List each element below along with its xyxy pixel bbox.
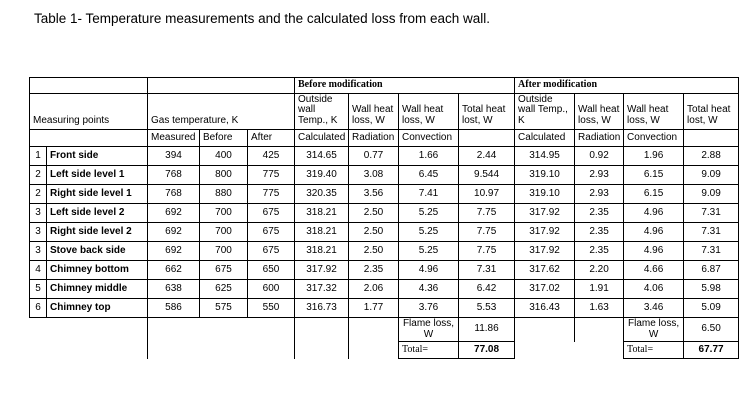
after-convection-cell: 4.96 bbox=[624, 204, 684, 223]
after-convection-cell: 6.15 bbox=[624, 185, 684, 204]
after-convection-cell: 1.96 bbox=[624, 147, 684, 166]
gas-measured-cell: 662 bbox=[148, 261, 200, 280]
before-outside-temp-cell: 318.21 bbox=[295, 204, 349, 223]
before-total-value: 77.08 bbox=[459, 342, 515, 359]
after-radiation-cell: 2.20 bbox=[575, 261, 624, 280]
gas-temperature-header: Gas temperature, K bbox=[148, 94, 295, 130]
row-index-cell: 6 bbox=[30, 299, 47, 318]
after-outside-temp-header: Outside wall Temp., K bbox=[515, 94, 575, 130]
gas-measured-cell: 692 bbox=[148, 242, 200, 261]
after-radiation-cell: 1.63 bbox=[575, 299, 624, 318]
blank-cell bbox=[349, 342, 399, 359]
before-total-cell: 7.75 bbox=[459, 242, 515, 261]
before-convection-cell: 4.36 bbox=[399, 280, 459, 299]
after-radiation-cell: 1.91 bbox=[575, 280, 624, 299]
measuring-point-label: Chimney middle bbox=[47, 280, 148, 299]
row-index-cell: 3 bbox=[30, 223, 47, 242]
measured-subheader: Measured bbox=[148, 130, 200, 147]
gas-measured-cell: 692 bbox=[148, 204, 200, 223]
after-outside-temp-cell: 316.43 bbox=[515, 299, 575, 318]
table-row bbox=[30, 299, 739, 318]
after-radiation-cell: 2.35 bbox=[575, 242, 624, 261]
gas-after-cell: 675 bbox=[248, 223, 295, 242]
blank-cell bbox=[575, 342, 624, 359]
after-outside-temp-cell: 317.92 bbox=[515, 204, 575, 223]
after-radiation-cell: 0.92 bbox=[575, 147, 624, 166]
row-index-cell: 3 bbox=[30, 242, 47, 261]
before-outside-temp-cell: 317.92 bbox=[295, 261, 349, 280]
gas-before-cell: 880 bbox=[200, 185, 248, 204]
after-total-cell: 2.88 bbox=[684, 147, 739, 166]
gas-before-cell: 575 bbox=[200, 299, 248, 318]
before-total-cell: 9.544 bbox=[459, 166, 515, 185]
after-outside-temp-cell: 317.92 bbox=[515, 223, 575, 242]
after-radiation-cell: 2.35 bbox=[575, 223, 624, 242]
after-convection-subheader: Convection bbox=[624, 130, 684, 147]
header-row-sections bbox=[30, 78, 739, 94]
after-total-value: 67.77 bbox=[684, 342, 739, 359]
before-radiation-cell: 0.77 bbox=[349, 147, 399, 166]
gas-after-cell: 675 bbox=[248, 204, 295, 223]
before-radiation-cell: 3.08 bbox=[349, 166, 399, 185]
header-blank-cell bbox=[684, 130, 739, 147]
header-blank-cell bbox=[30, 78, 148, 94]
after-outside-temp-cell: 317.92 bbox=[515, 242, 575, 261]
table-row bbox=[30, 242, 739, 261]
gas-after-cell: 425 bbox=[248, 147, 295, 166]
after-total-cell: 5.09 bbox=[684, 299, 739, 318]
before-convection-cell: 5.25 bbox=[399, 242, 459, 261]
measuring-points-header: Measuring points bbox=[30, 94, 148, 130]
before-outside-temp-cell: 317.32 bbox=[295, 280, 349, 299]
header-row-subcolumns bbox=[30, 130, 739, 147]
gas-before-cell: 700 bbox=[200, 204, 248, 223]
before-outside-temp-header: Outside wall Temp., K bbox=[295, 94, 349, 130]
before-radiation-cell: 2.35 bbox=[349, 261, 399, 280]
gas-measured-cell: 768 bbox=[148, 166, 200, 185]
table-row bbox=[30, 185, 739, 204]
before-outside-temp-cell: 319.40 bbox=[295, 166, 349, 185]
after-total-cell: 7.31 bbox=[684, 223, 739, 242]
before-flame-loss-value: 11.86 bbox=[459, 318, 515, 342]
after-total-label: Total= bbox=[624, 342, 684, 359]
gas-before-cell: 700 bbox=[200, 223, 248, 242]
after-radiation-subheader: Radiation bbox=[575, 130, 624, 147]
after-wall-loss-convection-header: Wall heat loss, W bbox=[624, 94, 684, 130]
after-outside-temp-cell: 317.62 bbox=[515, 261, 575, 280]
before-total-cell: 6.42 bbox=[459, 280, 515, 299]
gas-before-cell: 700 bbox=[200, 242, 248, 261]
before-radiation-subheader: Radiation bbox=[349, 130, 399, 147]
gas-before-cell: 800 bbox=[200, 166, 248, 185]
row-index-cell: 1 bbox=[30, 147, 47, 166]
before-convection-cell: 7.41 bbox=[399, 185, 459, 204]
measuring-point-label: Chimney bottom bbox=[47, 261, 148, 280]
blank-cell bbox=[515, 342, 575, 359]
measuring-point-label: Right side level 2 bbox=[47, 223, 148, 242]
table-row bbox=[30, 166, 739, 185]
before-total-heat-header: Total heat lost, W bbox=[459, 94, 515, 130]
measuring-point-label: Left side level 1 bbox=[47, 166, 148, 185]
after-flame-loss-label: Flame loss, W bbox=[624, 318, 684, 342]
before-radiation-cell: 2.50 bbox=[349, 223, 399, 242]
header-blank-cell bbox=[459, 130, 515, 147]
after-outside-temp-cell: 319.10 bbox=[515, 185, 575, 204]
before-total-cell: 10.97 bbox=[459, 185, 515, 204]
after-outside-temp-cell: 317.02 bbox=[515, 280, 575, 299]
before-total-cell: 7.75 bbox=[459, 204, 515, 223]
row-index-cell: 5 bbox=[30, 280, 47, 299]
gas-after-cell: 600 bbox=[248, 280, 295, 299]
before-outside-temp-cell: 314.65 bbox=[295, 147, 349, 166]
blank-cell bbox=[148, 318, 295, 342]
after-calculated-subheader: Calculated bbox=[515, 130, 575, 147]
total-row bbox=[30, 342, 739, 359]
after-outside-temp-cell: 319.10 bbox=[515, 166, 575, 185]
after-total-cell: 5.98 bbox=[684, 280, 739, 299]
header-blank-cell bbox=[148, 78, 295, 94]
table-row bbox=[30, 280, 739, 299]
after-total-cell: 9.09 bbox=[684, 185, 739, 204]
before-convection-cell: 5.25 bbox=[399, 204, 459, 223]
flame-loss-row bbox=[30, 318, 739, 342]
before-outside-temp-cell: 320.35 bbox=[295, 185, 349, 204]
gas-measured-cell: 692 bbox=[148, 223, 200, 242]
before-convection-cell: 6.45 bbox=[399, 166, 459, 185]
after-convection-cell: 3.46 bbox=[624, 299, 684, 318]
table-caption: Table 1- Temperature measurements and the calculated loss from each wall. bbox=[34, 11, 490, 26]
before-radiation-cell: 2.50 bbox=[349, 204, 399, 223]
after-convection-cell: 6.15 bbox=[624, 166, 684, 185]
row-index-cell: 2 bbox=[30, 166, 47, 185]
gas-measured-cell: 768 bbox=[148, 185, 200, 204]
before-total-cell: 7.31 bbox=[459, 261, 515, 280]
measuring-point-label: Chimney top bbox=[47, 299, 148, 318]
after-total-cell: 7.31 bbox=[684, 204, 739, 223]
after-radiation-cell: 2.93 bbox=[575, 166, 624, 185]
before-outside-temp-cell: 318.21 bbox=[295, 223, 349, 242]
gas-after-cell: 775 bbox=[248, 166, 295, 185]
gas-before-cell: 400 bbox=[200, 147, 248, 166]
before-total-cell: 2.44 bbox=[459, 147, 515, 166]
before-convection-cell: 4.96 bbox=[399, 261, 459, 280]
after-convection-cell: 4.66 bbox=[624, 261, 684, 280]
before-outside-temp-cell: 318.21 bbox=[295, 242, 349, 261]
before-outside-temp-cell: 316.73 bbox=[295, 299, 349, 318]
after-outside-temp-cell: 314.95 bbox=[515, 147, 575, 166]
after-radiation-cell: 2.35 bbox=[575, 204, 624, 223]
measuring-point-label: Right side level 1 bbox=[47, 185, 148, 204]
gas-after-cell: 675 bbox=[248, 242, 295, 261]
header-row-columns bbox=[30, 94, 739, 130]
before-radiation-cell: 1.77 bbox=[349, 299, 399, 318]
row-index-cell: 3 bbox=[30, 204, 47, 223]
gas-before-cell: 675 bbox=[200, 261, 248, 280]
measuring-point-label: Front side bbox=[47, 147, 148, 166]
before-wall-loss-convection-header: Wall heat loss, W bbox=[399, 94, 459, 130]
blank-cell bbox=[30, 342, 148, 359]
before-radiation-cell: 3.56 bbox=[349, 185, 399, 204]
after-total-cell: 9.09 bbox=[684, 166, 739, 185]
blank-cell bbox=[295, 342, 349, 359]
after-total-cell: 7.31 bbox=[684, 242, 739, 261]
before-flame-loss-label: Flame loss, W bbox=[399, 318, 459, 342]
after-total-heat-header: Total heat lost, W bbox=[684, 94, 739, 130]
blank-cell bbox=[148, 342, 295, 359]
table-row bbox=[30, 261, 739, 280]
measuring-point-label: Stove back side bbox=[47, 242, 148, 261]
after-total-cell: 6.87 bbox=[684, 261, 739, 280]
table-row bbox=[30, 204, 739, 223]
after-convection-cell: 4.96 bbox=[624, 242, 684, 261]
gas-measured-cell: 394 bbox=[148, 147, 200, 166]
blank-cell bbox=[575, 318, 624, 342]
before-modification-header: Before modification bbox=[295, 78, 515, 94]
before-convection-cell: 1.66 bbox=[399, 147, 459, 166]
after-subheader: After bbox=[248, 130, 295, 147]
row-index-cell: 4 bbox=[30, 261, 47, 280]
after-radiation-cell: 2.93 bbox=[575, 185, 624, 204]
measurements-table bbox=[29, 77, 739, 359]
before-convection-cell: 3.76 bbox=[399, 299, 459, 318]
after-convection-cell: 4.96 bbox=[624, 223, 684, 242]
before-total-label: Total= bbox=[399, 342, 459, 359]
after-convection-cell: 4.06 bbox=[624, 280, 684, 299]
before-convection-cell: 5.25 bbox=[399, 223, 459, 242]
after-wall-loss-radiation-header: Wall heat loss, W bbox=[575, 94, 624, 130]
before-radiation-cell: 2.50 bbox=[349, 242, 399, 261]
row-index-cell: 2 bbox=[30, 185, 47, 204]
gas-after-cell: 550 bbox=[248, 299, 295, 318]
after-flame-loss-value: 6.50 bbox=[684, 318, 739, 342]
table-row bbox=[30, 223, 739, 242]
before-total-cell: 5.53 bbox=[459, 299, 515, 318]
gas-measured-cell: 586 bbox=[148, 299, 200, 318]
blank-cell bbox=[295, 318, 349, 342]
blank-cell bbox=[515, 318, 575, 342]
header-blank-cell bbox=[30, 130, 148, 147]
before-calculated-subheader: Calculated bbox=[295, 130, 349, 147]
measuring-point-label: Left side level 2 bbox=[47, 204, 148, 223]
before-convection-subheader: Convection bbox=[399, 130, 459, 147]
gas-after-cell: 775 bbox=[248, 185, 295, 204]
blank-cell bbox=[349, 318, 399, 342]
gas-before-cell: 625 bbox=[200, 280, 248, 299]
after-modification-header: After modification bbox=[515, 78, 739, 94]
before-total-cell: 7.75 bbox=[459, 223, 515, 242]
gas-measured-cell: 638 bbox=[148, 280, 200, 299]
blank-cell bbox=[30, 318, 148, 342]
before-subheader: Before bbox=[200, 130, 248, 147]
gas-after-cell: 650 bbox=[248, 261, 295, 280]
table-row bbox=[30, 147, 739, 166]
before-radiation-cell: 2.06 bbox=[349, 280, 399, 299]
before-wall-loss-radiation-header: Wall heat loss, W bbox=[349, 94, 399, 130]
